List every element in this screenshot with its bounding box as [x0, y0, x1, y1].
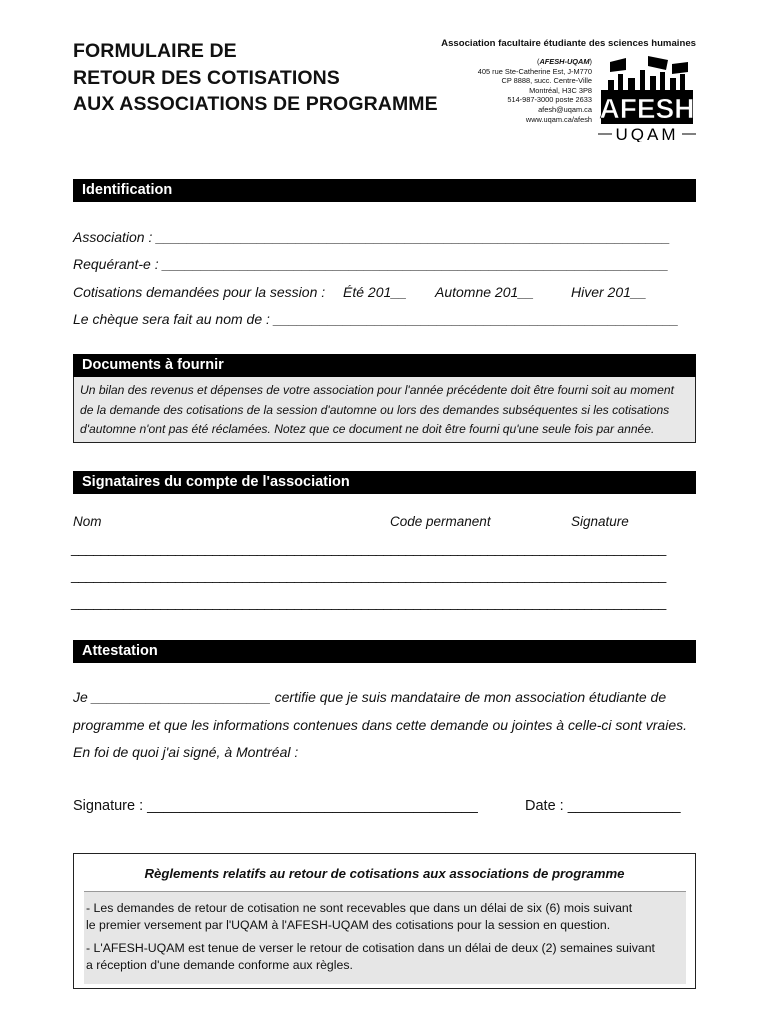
rule-line: - L'AFESH-UQAM est tenue de verser le retour de cotisation dans un délai de deux (2) semaines suivant [86, 941, 655, 955]
column-nom: Nom [73, 514, 102, 529]
attestation-line-2: programme et que les informations contenues dans cette demande ou jointes à celle-ci sont vraies. [73, 717, 688, 733]
form-title [73, 38, 438, 118]
rules-panel [73, 853, 696, 989]
acronym: AFESH-UQAM [539, 57, 590, 66]
organization-address [478, 57, 592, 124]
form-title-line: FORMULAIRE DE [73, 40, 237, 62]
signataire-row-line[interactable]: ________________________________________________________________________________ [71, 594, 666, 610]
form-title-line: AUX ASSOCIATIONS DE PROGRAMME [73, 93, 438, 115]
website-line: www.uqam.ca/afesh [525, 114, 592, 124]
requerant-field[interactable]: Requérant-e : _________________________________________________________________ [73, 256, 669, 272]
session-label: Cotisations demandées pour la session : [73, 284, 326, 300]
session-automne-option[interactable]: Automne 201__ [435, 284, 534, 300]
signature-field[interactable]: Signature : _________________________________________ [73, 798, 478, 814]
date-field[interactable]: Date : ______________ [525, 798, 681, 814]
signataire-row-line[interactable]: ________________________________________________________________________________ [71, 567, 666, 583]
rule-line: - Les demandes de retour de cotisation ne sont recevables que dans un délai de six (6) mois suivant [86, 901, 633, 915]
attestation-line-1[interactable]: Je _______________________ certifie que je suis mandataire de mon association étudiante de [73, 689, 667, 705]
logo-text-afesh: AFESH [599, 93, 695, 124]
address-line: 405 rue Ste-Catherine Est, J-M770 [477, 66, 592, 76]
section-identification-header: Identification [73, 179, 696, 202]
rules-content [84, 891, 686, 984]
documents-line: Un bilan des revenus et dépenses de votre association pour l'année précédente doit être fourni soit au moment [80, 383, 674, 397]
phone-line: 514-987-3000 poste 2633 [507, 95, 592, 105]
attestation-line-3: En foi de quoi j'ai signé, à Montréal : [73, 744, 299, 760]
acronym-line: (AFESH-UQAM) [536, 57, 592, 66]
column-code-permanent: Code permanent [390, 514, 491, 529]
rule-item [86, 940, 686, 973]
logo-text-uqam: UQAM [615, 125, 679, 142]
signataire-row-line[interactable]: ________________________________________________________________________________ [71, 540, 666, 556]
session-ete-option[interactable]: Été 201__ [343, 284, 407, 300]
session-hiver-option[interactable]: Hiver 201__ [571, 284, 647, 300]
section-attestation-header: Attestation [73, 640, 696, 663]
rule-line: le premier versement par l'UQAM à l'AFESH-UQAM des cotisations pour la session en question. [86, 917, 611, 932]
documents-notice [73, 377, 696, 443]
organization-name: Association facultaire étudiante des sciences humaines [441, 38, 696, 49]
rules-title: Règlements relatifs au retour de cotisations aux associations de programme [144, 866, 625, 881]
section-documents-header: Documents à fournir [73, 354, 696, 377]
rule-line: a réception d'une demande conforme aux règles. [86, 957, 353, 972]
rule-item [86, 900, 686, 933]
email-line: afesh@uqam.ca [538, 104, 592, 114]
afesh-uqam-logo [598, 52, 696, 142]
section-signataires-header: Signataires du compte de l'association [73, 471, 696, 494]
association-field[interactable]: Association : __________________________________________________________________ [73, 229, 671, 245]
column-signature: Signature [571, 514, 629, 529]
address-line: Montréal, H3C 3P8 [529, 85, 592, 95]
form-title-line: RETOUR DES COTISATIONS [73, 66, 340, 89]
documents-line: de la demande des cotisations de la session d'automne ou lors des demandes subséquentes si les cotisations [80, 402, 670, 417]
documents-line: d'automne n'ont pas été réclamées. Notez que ce document ne doit être fourni qu'une seule fois par année. [80, 422, 655, 436]
cheque-payee-field[interactable]: Le chèque sera fait au nom de : ____________________________________________________ [73, 311, 679, 327]
address-line: CP 8888, succ. Centre-Ville [501, 76, 592, 86]
